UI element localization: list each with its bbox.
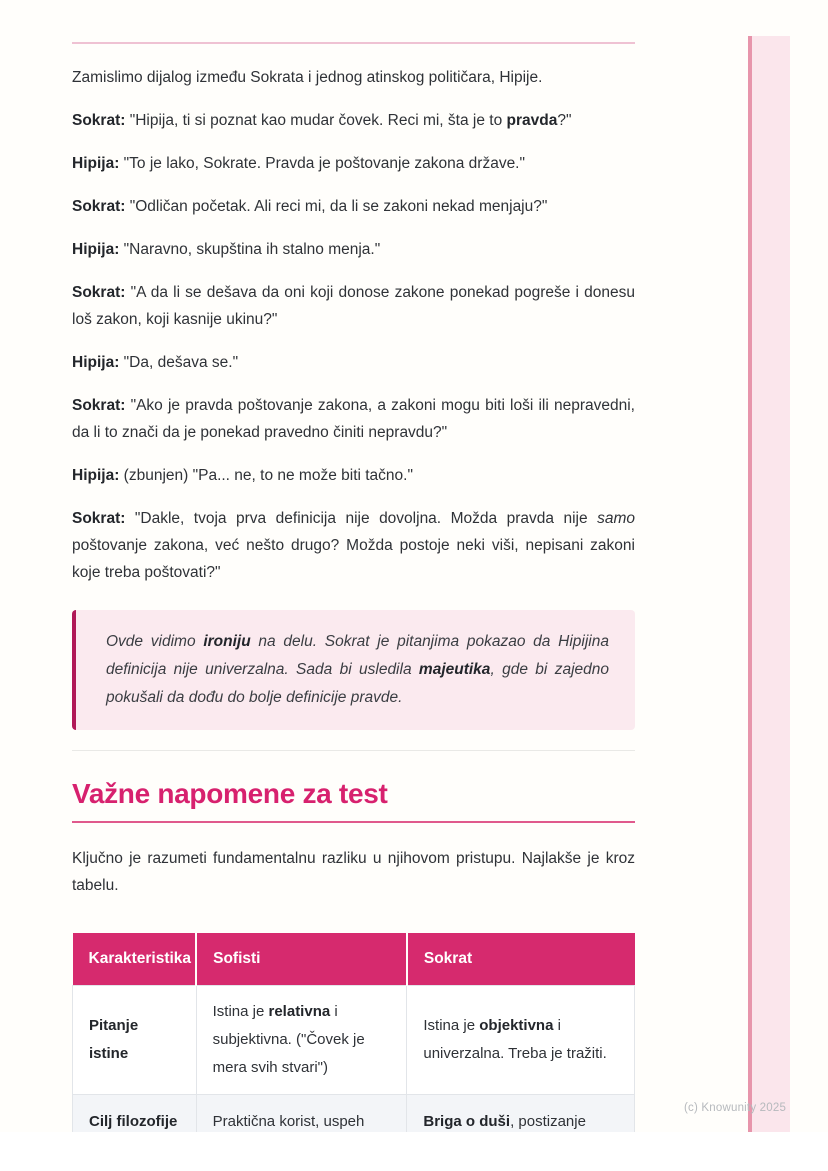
text: (zbunjen) "Pa... ne, to ne može biti tačno." (119, 467, 413, 484)
table-cell (407, 1095, 635, 1133)
dialog-paragraph (72, 64, 635, 91)
text: na delu. Sokrat je pitanjima pokazao da Hipijina definicija nije univerzalna. Sada bi usledila (106, 633, 609, 678)
section-intro-paragraph: Ključno je razumeti fundamentalnu razliku u njihovom pristupu. Najlakše je kroz tabelu. (72, 850, 635, 894)
section-top-rule (72, 42, 635, 44)
emphasis-text: pravda (506, 112, 558, 129)
dialog-paragraph (72, 392, 635, 446)
dialog-section (72, 64, 635, 586)
table-header-cell: Sofisti (196, 933, 407, 986)
text: , gde bi zajedno pokušali da dođu do bolje definicije pravde. (106, 661, 609, 706)
text: "Hipija, ti si poznat kao mudar čovek. Reci mi, šta je to (125, 112, 507, 129)
emphasis-text: Briga o duši (423, 1113, 511, 1130)
text: , postizanje (510, 1113, 586, 1130)
emphasis-text: ironiju (203, 633, 251, 650)
emphasis-text: majeutika (418, 661, 491, 678)
text: poštovanje zakona, već nešto drugo? Možda postoje neki viši, nepisani zakoni koje treba poštovati?" (72, 537, 635, 581)
dialog-paragraph (72, 349, 635, 376)
note-callout-text (106, 628, 609, 712)
emphasis-text: Hipija: (72, 354, 120, 371)
table-header-cell: Sokrat (407, 933, 635, 986)
table-header-cell: Karakteristika (73, 933, 197, 986)
text: "Ako je pravda poštovanje zakona, a zakoni mogu biti loši ili nepravedni, da li to znači da je ponekad pravedno činiti nepravdu?" (72, 397, 635, 441)
emphasis-text: Sokrat: (72, 284, 126, 301)
table-row (73, 986, 635, 1095)
text: Istina je (212, 1003, 269, 1020)
table-row (73, 1095, 635, 1133)
text: samo (597, 510, 635, 527)
table-head (73, 933, 635, 986)
text: Zamislimo dijalog između Sokrata i jednog atinskog političara, Hipije. (72, 69, 543, 86)
emphasis-text: Hipija: (72, 155, 120, 172)
dialog-paragraph (72, 150, 635, 177)
text: "Odličan početak. Ali reci mi, da li se zakoni nekad menjaju?" (125, 198, 548, 215)
table-cell (73, 1095, 197, 1133)
heading-underline (72, 821, 635, 823)
table-cell (407, 986, 635, 1095)
content-column (72, 0, 635, 1132)
section-heading: Važne napomene za test (72, 778, 388, 809)
dialog-paragraph (72, 193, 635, 220)
emphasis-text: Sokrat: (72, 198, 126, 215)
comparison-table (72, 933, 635, 1132)
text: Praktična korist, uspeh (212, 1113, 365, 1130)
emphasis-text: objektivna (479, 1017, 554, 1034)
text: "Da, dešava se." (119, 354, 239, 371)
watermark: (c) Knowunity 2025 (684, 1102, 787, 1114)
text: i subjektivna. ("Čovek je mera svih stvari") (212, 1003, 365, 1076)
emphasis-text: Pitanje istine (89, 1017, 139, 1062)
emphasis-text: Cilj filozofije (89, 1113, 178, 1130)
note-callout (72, 610, 635, 730)
text: i univerzalna. Treba je tražiti. (423, 1017, 607, 1062)
table-cell (73, 986, 197, 1095)
dialog-paragraph (72, 505, 635, 586)
table-cell (196, 1095, 407, 1133)
emphasis-text: Sokrat: (72, 510, 126, 527)
text: Ovde vidimo (106, 633, 204, 650)
emphasis-text: Sokrat: (72, 112, 126, 129)
text: Istina je (423, 1017, 480, 1034)
text: "Naravno, skupština ih stalno menja." (119, 241, 381, 258)
text: "A da li se dešava da oni koji donose zakone ponekad pogreše i donesu loš zakon, koji kasnije ukinu?" (72, 284, 635, 328)
dialog-paragraph (72, 107, 635, 134)
text: ?" (557, 112, 572, 129)
emphasis-text: Hipija: (72, 467, 120, 484)
dialog-paragraph (72, 279, 635, 333)
table-header-row (73, 933, 635, 986)
table-cell (196, 986, 407, 1095)
dialog-paragraph (72, 462, 635, 489)
emphasis-text: relativna (268, 1003, 331, 1020)
emphasis-text: Hipija: (72, 241, 120, 258)
text: "Dakle, tvoja prva definicija nije dovoljna. Možda pravda nije (125, 510, 598, 527)
right-accent-bar (748, 36, 790, 1132)
section-divider (72, 750, 635, 751)
emphasis-text: Sokrat: (72, 397, 126, 414)
table-body (73, 986, 635, 1133)
text: "To je lako, Sokrate. Pravda je poštovanje zakona države." (119, 155, 525, 172)
dialog-paragraph (72, 236, 635, 263)
